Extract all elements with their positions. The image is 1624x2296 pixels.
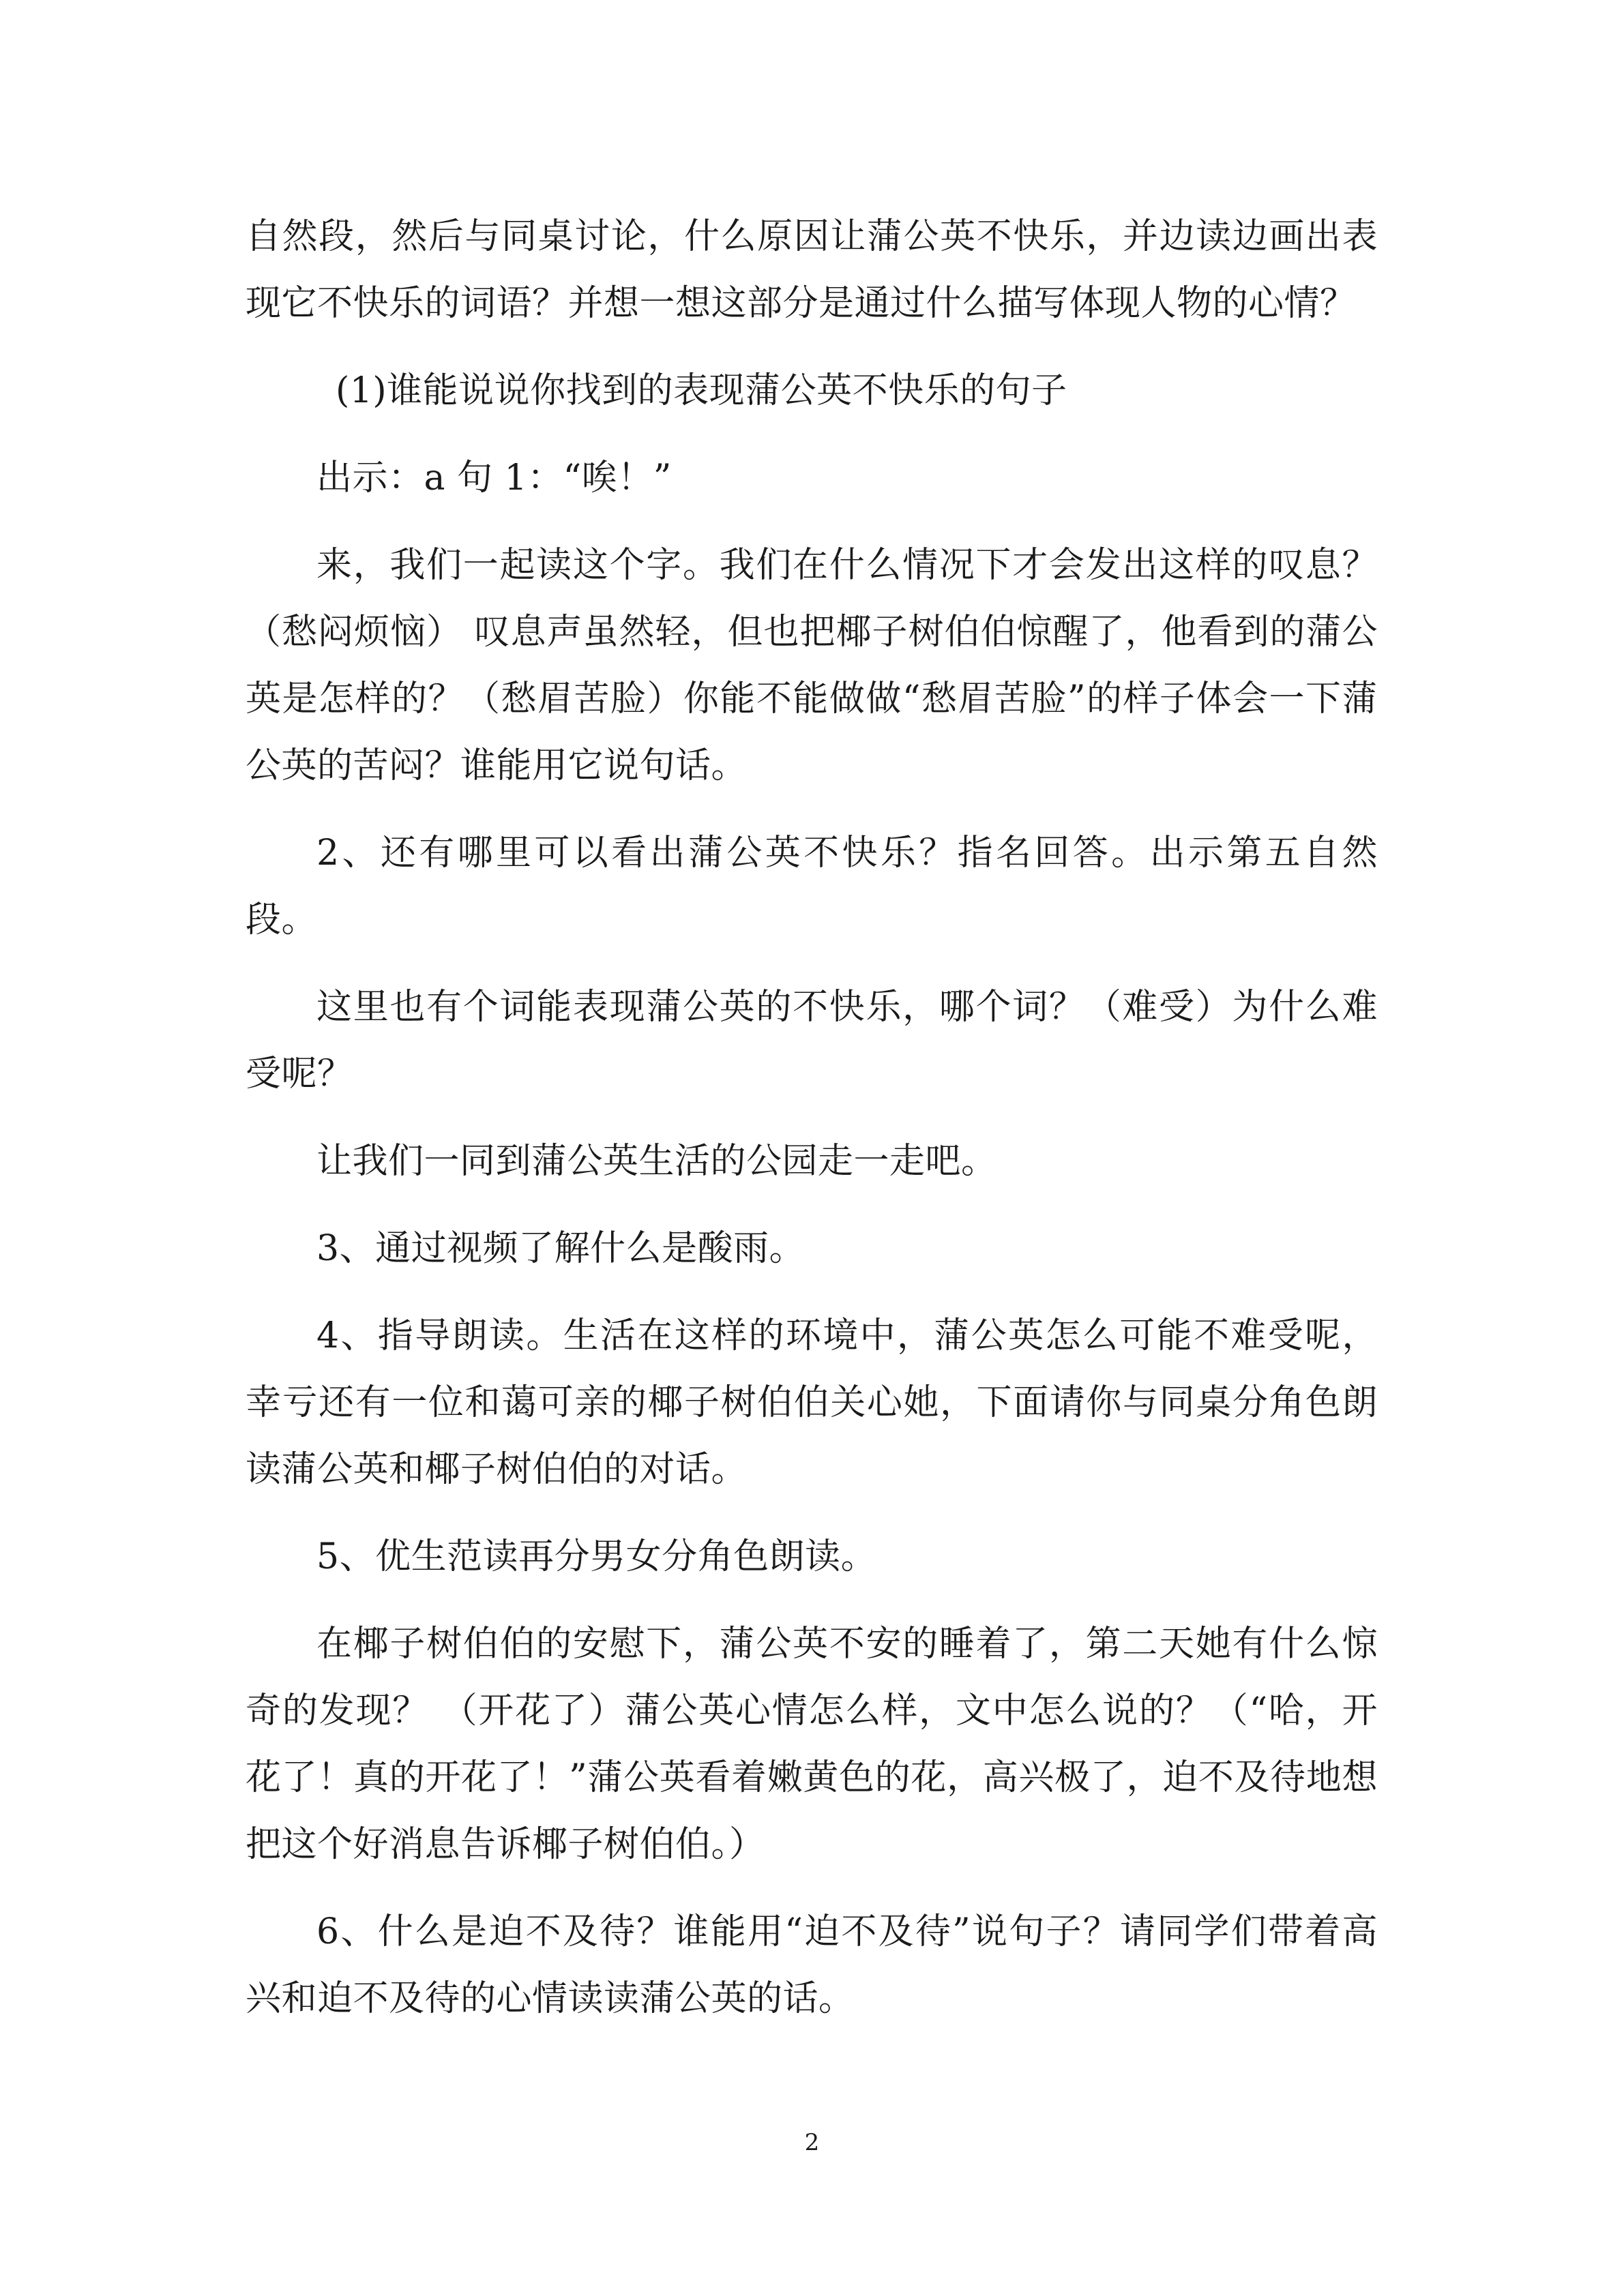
paragraph: 让我们一同到蒲公英生活的公园走一走吧。 (316, 1141, 997, 1182)
document-body (246, 203, 1378, 2032)
paragraph: 来，我们一起读这个字。我们在什么情况下才会发出这样的叹息？（愁闷烦恼） 叹息声虽然轻，但也把椰子树伯伯惊醒了，他看到的蒲公英是怎样的？（愁眉苦脸）你能不能做做“愁眉苦脸”的样子体会一下蒲公英的苦闷？谁能用它说句话。 (246, 545, 1378, 786)
paragraph: 自然段，然后与同桌讨论，什么原因让蒲公英不快乐，并边读边画出表现它不快乐的词语？并想一想这部分是通过什么描写体现人物的心情？ (246, 216, 1378, 324)
paragraph: 在椰子树伯伯的安慰下，蒲公英不安的睡着了，第二天她有什么惊奇的发现？ （开花了）蒲公英心情怎么样，文中怎么说的？（“哈，开花了！真的开花了！”蒲公英看着嫩黄色的花，高兴极了，迫不及待地想把这个好消息告诉椰子树伯伯。） (246, 1624, 1378, 1865)
paragraph: 2、还有哪里可以看出蒲公英不快乐？指名回答。出示第五自然段。 (246, 833, 1378, 940)
paragraph: 出示：a 句 1：“唉！” (316, 458, 672, 498)
paragraph: 4、指导朗读。生活在这样的环境中，蒲公英怎么可能不难受呢，幸亏还有一位和蔼可亲的椰子树伯伯关心她，下面请你与同桌分角色朗读蒲公英和椰子树伯伯的对话。 (246, 1315, 1378, 1490)
paragraph: 5、优生范读再分男女分角色朗读。 (316, 1536, 877, 1577)
paragraph: 3、通过视频了解什么是酸雨。 (316, 1228, 806, 1269)
paragraph: (1)谁能说说你找到的表现蒲公英不快乐的句子 (336, 370, 1067, 411)
paragraph: 这里也有个词能表现蒲公英的不快乐，哪个词？（难受）为什么难受呢？ (246, 987, 1378, 1094)
page-number: 2 (804, 2129, 820, 2156)
paragraph: 6、什么是迫不及待？谁能用“迫不及待”说句子？请同学们带着高兴和迫不及待的心情读读蒲公英的话。 (246, 1911, 1378, 2019)
